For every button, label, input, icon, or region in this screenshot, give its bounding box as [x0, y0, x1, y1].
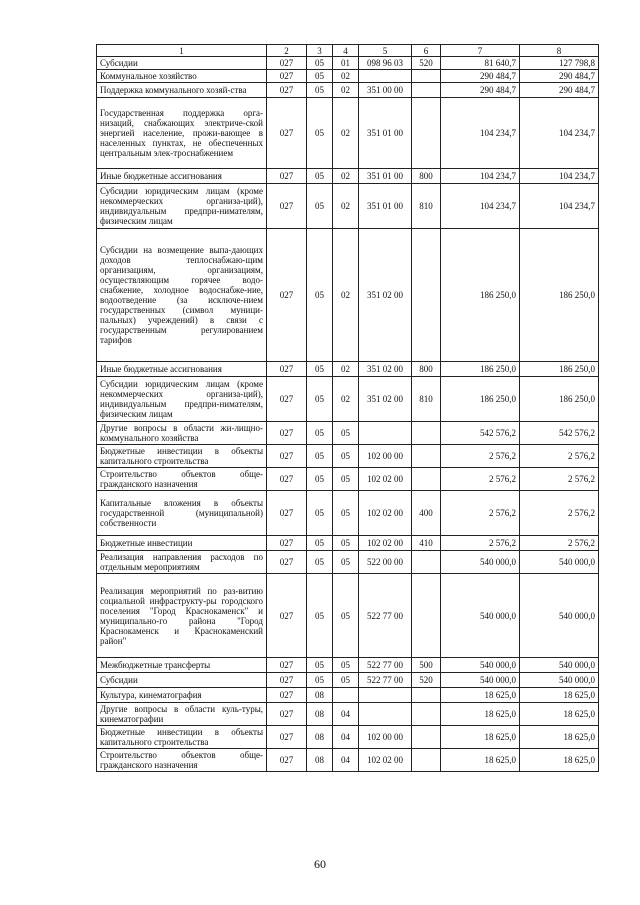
expense-type-code: 520: [412, 673, 441, 688]
section-code: 05: [307, 574, 333, 658]
column-header: 4: [333, 45, 359, 57]
section-code: 05: [307, 70, 333, 83]
table-row: [97, 673, 599, 688]
section-code: 08: [307, 726, 333, 749]
amount-year-2: 540 000,0: [520, 551, 599, 574]
amount-year-2: 104 234,7: [520, 98, 599, 169]
amount-year-2: 127 798,8: [520, 57, 599, 70]
row-name: Субсидии: [97, 673, 267, 688]
column-header: 1: [97, 45, 267, 57]
row-name: Строительство объектов обще-гражданского назначения: [97, 468, 267, 491]
expense-type-code: 800: [412, 169, 441, 184]
section-code: 05: [307, 658, 333, 673]
expense-type-code: [412, 703, 441, 726]
ministry-code: 027: [267, 658, 307, 673]
row-name: Культура, кинематография: [97, 688, 267, 703]
ministry-code: 027: [267, 703, 307, 726]
column-header: 7: [441, 45, 520, 57]
amount-year-2: 2 576,2: [520, 468, 599, 491]
ministry-code: 027: [267, 169, 307, 184]
expense-type-code: [412, 749, 441, 772]
amount-year-2: 186 250,0: [520, 377, 599, 422]
expense-type-code: 500: [412, 658, 441, 673]
table-row: [97, 377, 599, 422]
target-article-code: 522 77 00: [359, 658, 412, 673]
amount-year-2: 18 625,0: [520, 703, 599, 726]
amount-year-2: 186 250,0: [520, 229, 599, 362]
row-name: Иные бюджетные ассигнования: [97, 169, 267, 184]
column-header: 8: [520, 45, 599, 57]
target-article-code: 098 96 03: [359, 57, 412, 70]
expense-type-code: [412, 70, 441, 83]
column-number-row: [97, 45, 599, 57]
ministry-code: 027: [267, 184, 307, 229]
amount-year-1: 540 000,0: [441, 658, 520, 673]
ministry-code: 027: [267, 377, 307, 422]
target-article-code: 102 00 00: [359, 726, 412, 749]
expense-type-code: 520: [412, 57, 441, 70]
table-row: [97, 468, 599, 491]
table-row: [97, 703, 599, 726]
expense-type-code: [412, 83, 441, 98]
row-name: Субсидии юридическим лицам (кроме некоммерческих организа-ций), индивидуальным предпри-нимателям, физическим лицам: [97, 377, 267, 422]
row-name: Строительство объектов обще-гражданского назначения: [97, 749, 267, 772]
subsection-code: 05: [333, 658, 359, 673]
subsection-code: 05: [333, 551, 359, 574]
amount-year-1: 18 625,0: [441, 688, 520, 703]
row-name: Другие вопросы в области куль-туры, кинематографии: [97, 703, 267, 726]
amount-year-1: 290 484,7: [441, 70, 520, 83]
column-header: 5: [359, 45, 412, 57]
column-header: 6: [412, 45, 441, 57]
row-name: Бюджетные инвестиции: [97, 536, 267, 551]
section-code: 08: [307, 703, 333, 726]
subsection-code: 02: [333, 184, 359, 229]
amount-year-2: 2 576,2: [520, 491, 599, 536]
table-row: [97, 658, 599, 673]
expense-type-code: [412, 229, 441, 362]
section-code: 05: [307, 57, 333, 70]
row-name: Государственная поддержка орга-низаций, снабжающих электриче-ской энергией население, прожи-вающее в населенных пунктах, не обеспеченных центральным элек-троснабжением: [97, 98, 267, 169]
table-row: [97, 70, 599, 83]
ministry-code: 027: [267, 83, 307, 98]
ministry-code: 027: [267, 445, 307, 468]
section-code: 05: [307, 362, 333, 377]
target-article-code: 102 02 00: [359, 491, 412, 536]
subsection-code: 04: [333, 703, 359, 726]
target-article-code: 351 02 00: [359, 362, 412, 377]
table-row: [97, 749, 599, 772]
subsection-code: [333, 688, 359, 703]
amount-year-2: 18 625,0: [520, 688, 599, 703]
ministry-code: 027: [267, 749, 307, 772]
table-row: [97, 574, 599, 658]
row-name: Коммунальное хозяйство: [97, 70, 267, 83]
amount-year-1: 18 625,0: [441, 703, 520, 726]
amount-year-1: 186 250,0: [441, 377, 520, 422]
expense-type-code: [412, 688, 441, 703]
amount-year-2: 290 484,7: [520, 70, 599, 83]
amount-year-1: 104 234,7: [441, 98, 520, 169]
section-code: 05: [307, 83, 333, 98]
target-article-code: 102 02 00: [359, 468, 412, 491]
table-row: [97, 536, 599, 551]
expense-type-code: 400: [412, 491, 441, 536]
section-code: 05: [307, 184, 333, 229]
amount-year-1: 540 000,0: [441, 551, 520, 574]
subsection-code: 02: [333, 169, 359, 184]
row-name: Субсидии юридическим лицам (кроме некоммерческих организа-ций), индивидуальным предпри-нимателям, физическим лицам: [97, 184, 267, 229]
ministry-code: 027: [267, 468, 307, 491]
amount-year-2: 540 000,0: [520, 658, 599, 673]
target-article-code: 351 01 00: [359, 169, 412, 184]
expense-type-code: 800: [412, 362, 441, 377]
table-row: [97, 362, 599, 377]
target-article-code: 102 02 00: [359, 536, 412, 551]
row-name: Реализация мероприятий по раз-витию социальной инфраструкту-ры городского поселения "Город Краснокаменск" и муниципально-го района "Город Краснокаменск и Краснокаменский район": [97, 574, 267, 658]
amount-year-1: 186 250,0: [441, 229, 520, 362]
section-code: 05: [307, 169, 333, 184]
table-row: [97, 491, 599, 536]
table-row: [97, 184, 599, 229]
ministry-code: 027: [267, 98, 307, 169]
target-article-code: 351 00 00: [359, 83, 412, 98]
row-name: Межбюджетные трансферты: [97, 658, 267, 673]
ministry-code: 027: [267, 536, 307, 551]
amount-year-1: 81 640,7: [441, 57, 520, 70]
amount-year-1: 2 576,2: [441, 536, 520, 551]
ministry-code: 027: [267, 574, 307, 658]
ministry-code: 027: [267, 726, 307, 749]
amount-year-1: 2 576,2: [441, 491, 520, 536]
amount-year-1: 2 576,2: [441, 445, 520, 468]
row-name: Реализация направления расходов по отдельным мероприятиям: [97, 551, 267, 574]
table-row: [97, 688, 599, 703]
expense-type-code: [412, 551, 441, 574]
row-name: Субсидии на возмещение выпа-дающих доходов теплоснабжаю-щим организациям, организациям, осуществляющим горячее водо-снабжение, холодное водоснабже-ние, водоотведение (за исключе-нием государственных (символ муници-пальных) учреждений) в связи с государственным регулированием тарифов: [97, 229, 267, 362]
expense-type-code: [412, 468, 441, 491]
subsection-code: 02: [333, 83, 359, 98]
amount-year-1: 542 576,2: [441, 422, 520, 445]
section-code: 08: [307, 749, 333, 772]
target-article-code: 522 77 00: [359, 673, 412, 688]
subsection-code: 04: [333, 726, 359, 749]
row-name: Бюджетные инвестиции в объекты капитального строительства: [97, 726, 267, 749]
subsection-code: 01: [333, 57, 359, 70]
section-code: 05: [307, 491, 333, 536]
amount-year-1: 290 484,7: [441, 83, 520, 98]
subsection-code: 05: [333, 574, 359, 658]
section-code: 05: [307, 468, 333, 491]
table-row: [97, 726, 599, 749]
ministry-code: 027: [267, 688, 307, 703]
expense-type-code: [412, 422, 441, 445]
target-article-code: 522 00 00: [359, 551, 412, 574]
ministry-code: 027: [267, 70, 307, 83]
table-row: [97, 57, 599, 70]
subsection-code: 05: [333, 491, 359, 536]
target-article-code: 522 77 00: [359, 574, 412, 658]
target-article-code: 102 00 00: [359, 445, 412, 468]
target-article-code: 351 02 00: [359, 229, 412, 362]
target-article-code: 351 02 00: [359, 377, 412, 422]
amount-year-1: 18 625,0: [441, 749, 520, 772]
amount-year-1: 104 234,7: [441, 169, 520, 184]
target-article-code: 102 02 00: [359, 749, 412, 772]
subsection-code: 05: [333, 468, 359, 491]
section-code: 08: [307, 688, 333, 703]
expense-type-code: [412, 445, 441, 468]
table-row: [97, 98, 599, 169]
ministry-code: 027: [267, 491, 307, 536]
target-article-code: [359, 703, 412, 726]
amount-year-2: 540 000,0: [520, 673, 599, 688]
subsection-code: 02: [333, 70, 359, 83]
amount-year-2: 2 576,2: [520, 536, 599, 551]
ministry-code: 027: [267, 422, 307, 445]
page-number: 60: [314, 857, 326, 871]
row-name: Бюджетные инвестиции в объекты капитального строительства: [97, 445, 267, 468]
expense-type-code: 410: [412, 536, 441, 551]
section-code: 05: [307, 229, 333, 362]
subsection-code: 05: [333, 673, 359, 688]
expense-type-code: 810: [412, 184, 441, 229]
section-code: 05: [307, 551, 333, 574]
target-article-code: 351 01 00: [359, 98, 412, 169]
subsection-code: 02: [333, 229, 359, 362]
amount-year-2: 18 625,0: [520, 749, 599, 772]
amount-year-2: 540 000,0: [520, 574, 599, 658]
expense-type-code: [412, 726, 441, 749]
column-header: 3: [307, 45, 333, 57]
section-code: 05: [307, 98, 333, 169]
amount-year-2: 2 576,2: [520, 445, 599, 468]
amount-year-1: 540 000,0: [441, 574, 520, 658]
section-code: 05: [307, 536, 333, 551]
amount-year-1: 540 000,0: [441, 673, 520, 688]
row-name: Другие вопросы в области жи-лищно-коммунального хозяйства: [97, 422, 267, 445]
table-row: [97, 551, 599, 574]
expense-type-code: [412, 574, 441, 658]
table-row: [97, 445, 599, 468]
row-name: Капитальные вложения в объекты государственной (муниципальной) собственности: [97, 491, 267, 536]
subsection-code: 05: [333, 536, 359, 551]
budget-sheet: [96, 44, 598, 772]
amount-year-2: 18 625,0: [520, 726, 599, 749]
target-article-code: [359, 422, 412, 445]
ministry-code: 027: [267, 551, 307, 574]
expense-type-code: 810: [412, 377, 441, 422]
amount-year-2: 186 250,0: [520, 362, 599, 377]
target-article-code: [359, 688, 412, 703]
row-name: Субсидии: [97, 57, 267, 70]
subsection-code: 02: [333, 362, 359, 377]
subsection-code: 02: [333, 377, 359, 422]
section-code: 05: [307, 445, 333, 468]
section-code: 05: [307, 377, 333, 422]
subsection-code: 05: [333, 445, 359, 468]
ministry-code: 027: [267, 362, 307, 377]
ministry-code: 027: [267, 229, 307, 362]
row-name: Поддержка коммунального хозяй-ства: [97, 83, 267, 98]
amount-year-2: 542 576,2: [520, 422, 599, 445]
subsection-code: 04: [333, 749, 359, 772]
row-name: Иные бюджетные ассигнования: [97, 362, 267, 377]
section-code: 05: [307, 673, 333, 688]
target-article-code: 351 01 00: [359, 184, 412, 229]
subsection-code: 02: [333, 98, 359, 169]
amount-year-1: 186 250,0: [441, 362, 520, 377]
table-row: [97, 422, 599, 445]
amount-year-2: 104 234,7: [520, 169, 599, 184]
ministry-code: 027: [267, 57, 307, 70]
subsection-code: 05: [333, 422, 359, 445]
section-code: 05: [307, 422, 333, 445]
amount-year-2: 104 234,7: [520, 184, 599, 229]
table-row: [97, 169, 599, 184]
column-header: 2: [267, 45, 307, 57]
ministry-code: 027: [267, 673, 307, 688]
table-row: [97, 83, 599, 98]
amount-year-1: 18 625,0: [441, 726, 520, 749]
amount-year-2: 290 484,7: [520, 83, 599, 98]
amount-year-1: 104 234,7: [441, 184, 520, 229]
budget-table: [96, 44, 599, 772]
target-article-code: [359, 70, 412, 83]
expense-type-code: [412, 98, 441, 169]
table-row: [97, 229, 599, 362]
amount-year-1: 2 576,2: [441, 468, 520, 491]
